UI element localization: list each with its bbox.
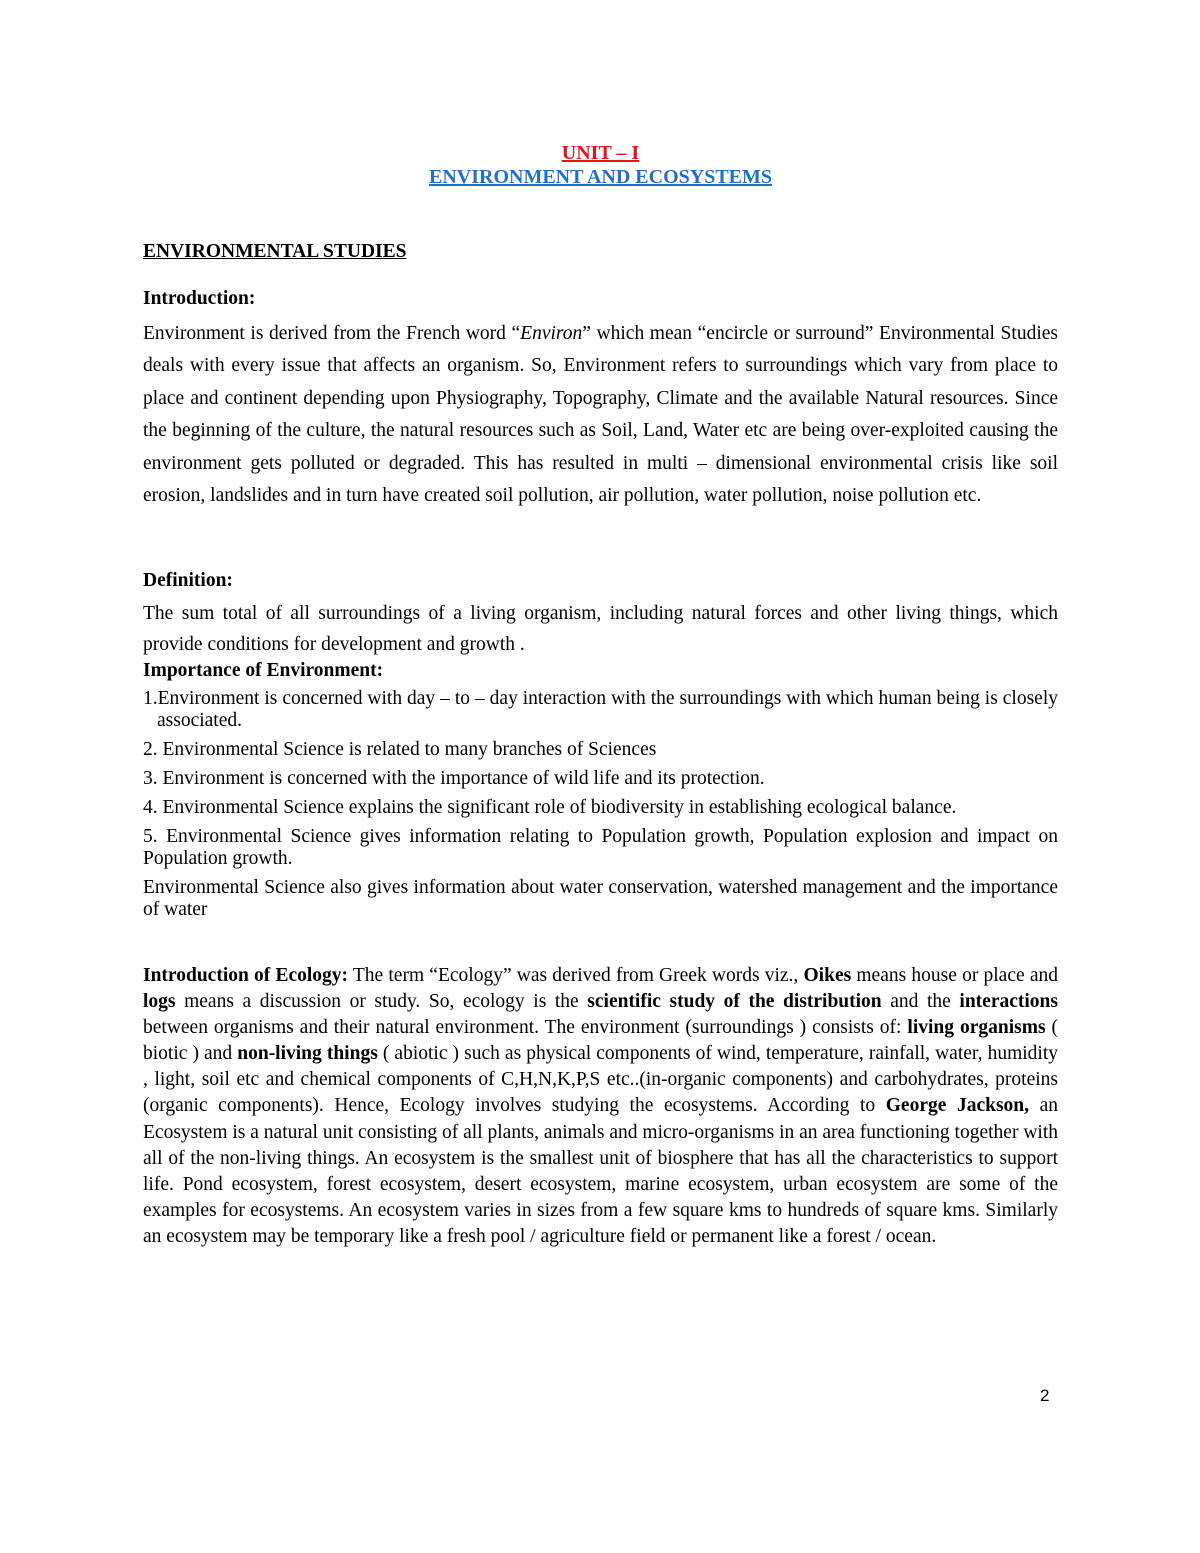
importance-item-1: 1.Environment is concerned with day – to – day interaction with the surroundings with which human being is closely associated. — [143, 688, 1058, 731]
importance-item-6: Environmental Science also gives information about water conservation, watershed management and the importance of water — [143, 877, 1058, 920]
ecology-bold-7: George Jackson, — [885, 1095, 1030, 1117]
ecology-text-4: and the — [881, 991, 960, 1013]
ecology-text-5: between organisms and their natural environment. The environment (surroundings ) consists of: — [143, 1017, 908, 1039]
ecology-text-7: ( abiotic ) such as physical components of wind, temperature, rainfall, water, humidity , light, soil etc and chemical components of C,H,N,K,P,S etc..(in-organic components) and carbohydrates, proteins (organic components). Hence, Ecology involves studying the ecosystems. According to — [143, 1043, 1058, 1117]
page-number: 2 — [1040, 1386, 1050, 1405]
ecology-text-2: means house or place and — [851, 965, 1058, 986]
introduction-heading-text: Introduction — [143, 288, 249, 309]
ecology-bold-3: scientific study of the distribution — [587, 991, 882, 1013]
ecology-text-3: means a discussion or study. So, ecology is the — [175, 991, 588, 1013]
ecology-text-6: ( biotic ) and — [143, 1017, 1058, 1065]
unit-title: UNIT – I — [561, 142, 640, 164]
ecology-bold-5: living organisms — [907, 1017, 1046, 1039]
importance-item-2: 2. Environmental Science is related to many branches of Sciences — [143, 739, 657, 760]
unit-subtitle: ENVIRONMENT AND ECOSYSTEMS — [428, 166, 773, 188]
definition-heading: Definition: — [143, 570, 233, 591]
importance-item-5: 5. Environmental Science gives information relating to Population growth, Population explosion and impact on Population growth. — [143, 826, 1058, 869]
importance-item-3: 3. Environment is concerned with the importance of wild life and its protection. — [143, 768, 765, 789]
introduction-heading-colon: : — [248, 288, 256, 309]
section-heading: ENVIRONMENTAL STUDIES — [143, 241, 407, 262]
ecology-paragraph — [143, 963, 1058, 1250]
intro-text-1: Environment is derived from the French word “ — [143, 323, 521, 344]
intro-text-2: ” which mean “encircle or surround” Environmental Studies deals with every issue that affects an organism. So, Environment refers to surroundings which vary from place to place and continent depending upon Physiography, Topography, Climate and the available Natural resources. Since the beginning of the culture, the natural resources such as Soil, Land, Water etc are being over-exploited causing the environment gets polluted or degraded. This has resulted in multi – dimensional environmental crisis like soil erosion, landslides and in turn have created soil pollution, air pollution, water pollution, noise pollution etc. — [143, 323, 1058, 507]
ecology-bold-1: Oikes — [803, 965, 852, 986]
importance-item-4: 4. Environmental Science explains the significant role of biodiversity in establishing ecological balance. — [143, 797, 957, 818]
ecology-bold-4: interactions — [959, 991, 1058, 1013]
ecology-heading: Introduction of Ecology: — [143, 965, 349, 986]
importance-heading: Importance of Environment: — [143, 660, 384, 681]
ecology-bold-2: logs — [143, 991, 176, 1013]
ecology-text-1: The term “Ecology” was derived from Greek words viz., — [348, 965, 804, 986]
introduction-paragraph — [143, 318, 1058, 512]
introduction-heading — [143, 288, 1058, 310]
ecology-text-8: an Ecosystem is a natural unit consisting of all plants, animals and micro-organisms in an area functioning together with all of the non-living things. An ecosystem is the smallest unit of biosphere that has all the characteristics to support life. Pond ecosystem, forest ecosystem, desert ecosystem, marine ecosystem, urban ecosystem are some of the examples for ecosystems. An ecosystem varies in sizes from a few square kms to hundreds of square kms. Similarly an ecosystem may be temporary like a fresh pool / agriculture field or permanent like a forest / ocean. — [143, 1095, 1058, 1247]
importance-list — [143, 688, 1058, 921]
ecology-bold-6: non-living things — [237, 1043, 378, 1065]
definition-paragraph: The sum total of all surroundings of a living organism, including natural forces and other living things, which provide conditions for development and growth . — [143, 603, 1058, 655]
intro-italic-word: Environ — [520, 323, 583, 344]
